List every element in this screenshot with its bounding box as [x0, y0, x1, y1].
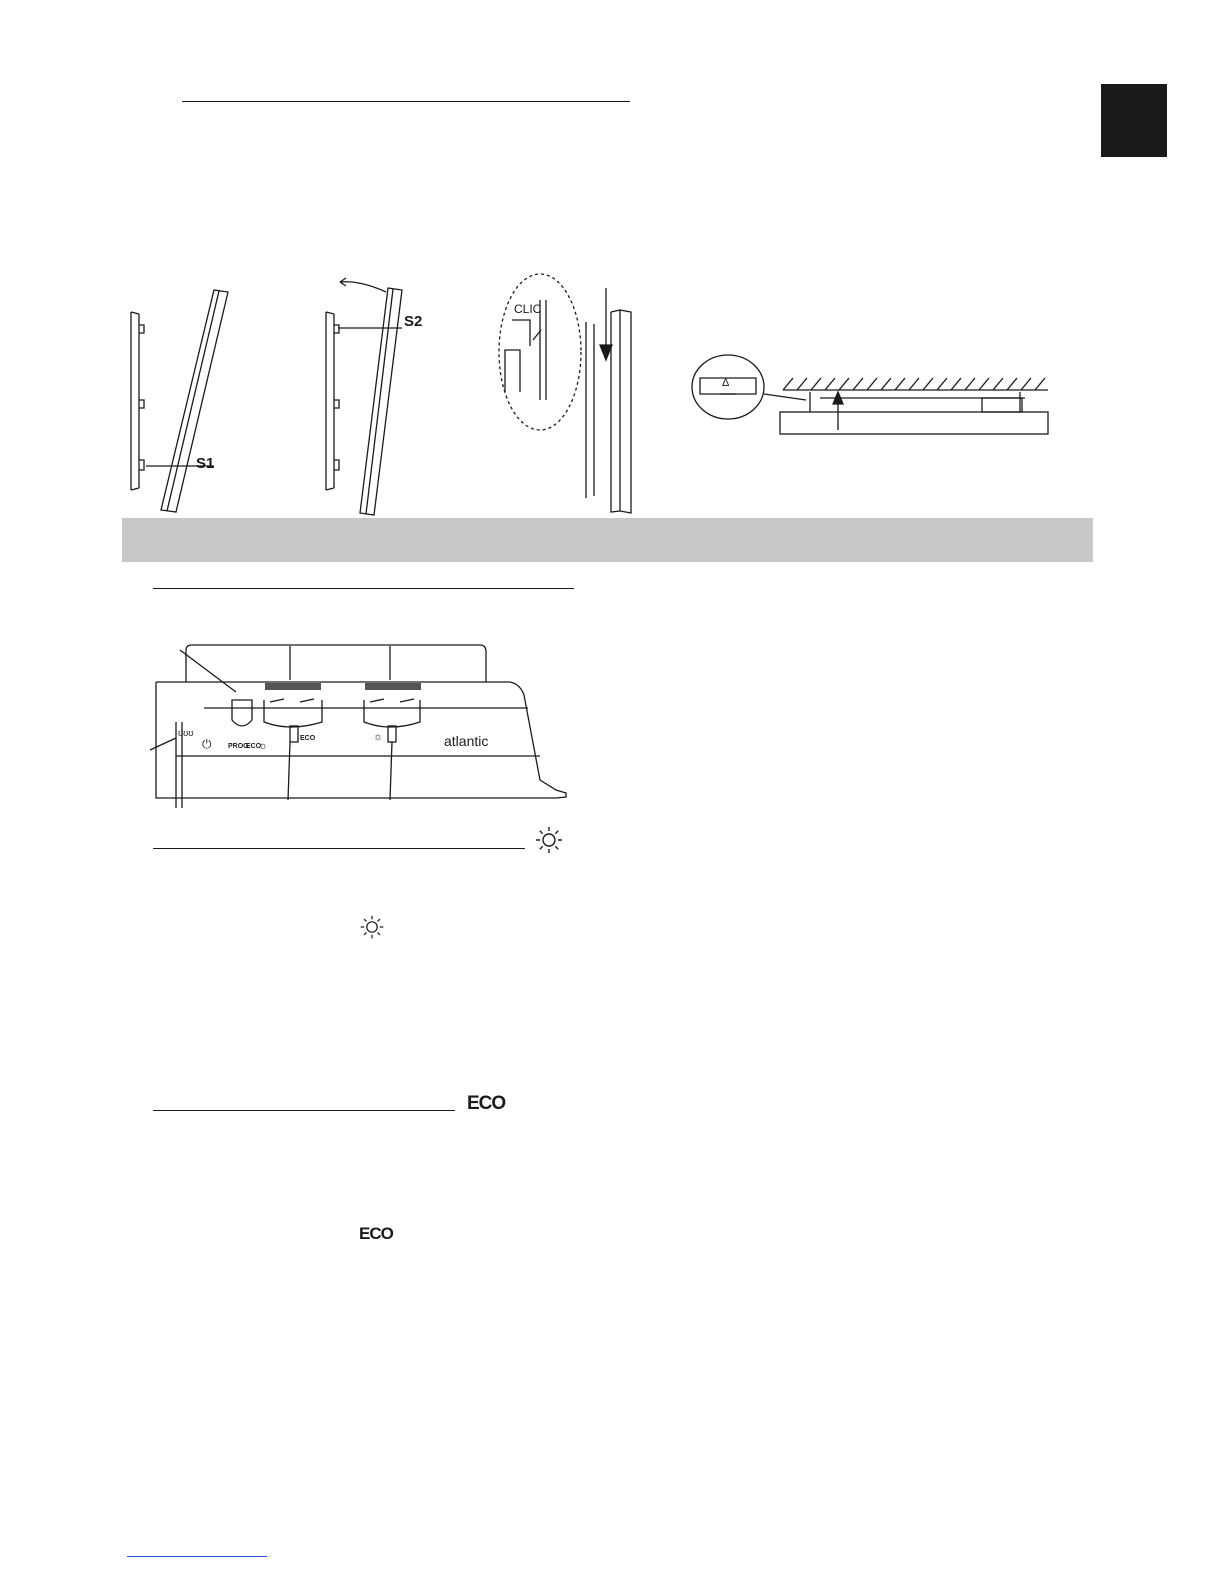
comfort-knob-icon: ☼	[373, 731, 384, 743]
mounting-figure	[0, 0, 1224, 520]
footer-link[interactable]	[127, 1556, 267, 1557]
comfort-mode-icon: ☼	[258, 740, 269, 752]
control-section-underline	[153, 588, 574, 589]
sun-icon	[359, 914, 385, 940]
clic-label: CLIC	[514, 302, 542, 316]
detail-symbol: Δ	[722, 377, 730, 389]
prog-label: PROG	[228, 743, 249, 750]
sun-icon	[534, 825, 564, 855]
heater-icon: ʊʊʊ	[178, 728, 194, 738]
step2-label: S2	[404, 313, 423, 330]
section-header-band	[122, 518, 1093, 562]
step1-label: S1	[196, 455, 215, 472]
standby-icon: ⏻	[202, 737, 212, 751]
eco-icon: ECO	[359, 1224, 393, 1243]
eco-icon: ECO	[467, 1093, 506, 1114]
comfort-section-underline	[153, 848, 525, 849]
control-panel-figure	[140, 630, 590, 820]
eco-mode-label: ECO	[246, 743, 262, 750]
eco-knob-label: ECO	[300, 735, 316, 742]
eco-section-underline	[153, 1110, 455, 1111]
brand-logo: atlantic	[444, 733, 489, 749]
